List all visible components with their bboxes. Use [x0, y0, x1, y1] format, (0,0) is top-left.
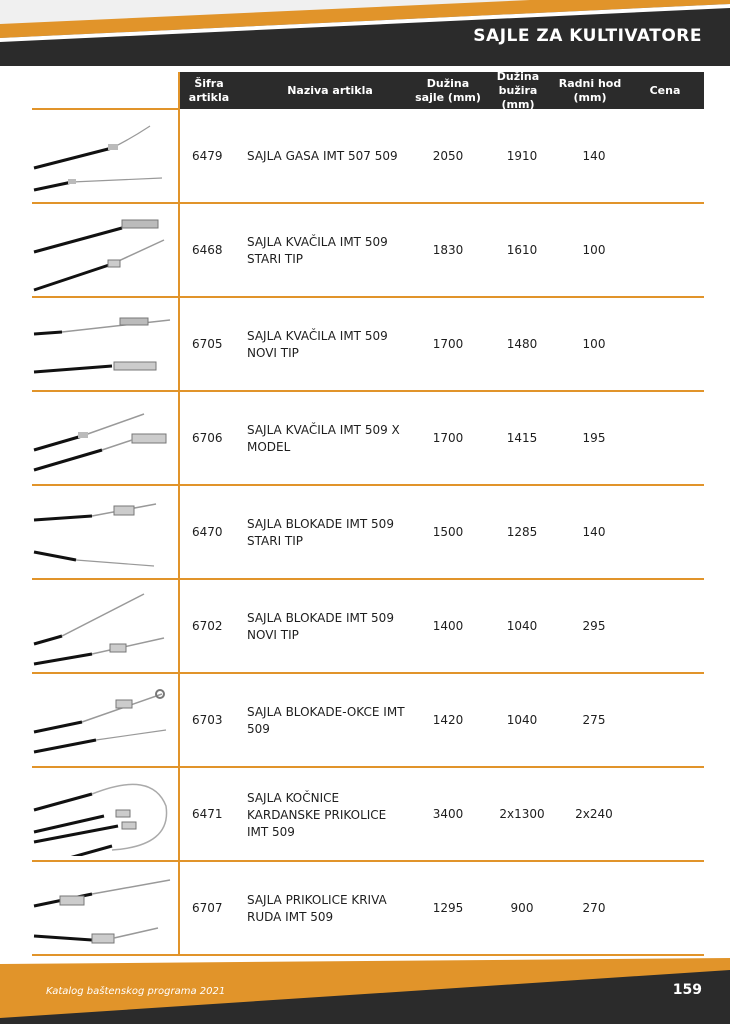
column-header-price: Cena: [649, 83, 681, 97]
row-code: 6471: [192, 807, 223, 821]
row-name: SAJLA BLOKADE-OKCE IMT 509: [247, 705, 405, 736]
table-row: [32, 674, 704, 768]
row-stroke: 195: [582, 431, 606, 445]
catalog-name: Katalog baštenskog programa 2021: [46, 986, 226, 997]
row-stroke: 275: [582, 713, 606, 727]
row-code: 6468: [192, 243, 223, 257]
row-bowden-length: 1285: [506, 525, 538, 539]
row-bowden-length: 1480: [506, 337, 538, 351]
row-cable-length: 1420: [432, 713, 464, 727]
row-bowden-length: 2x1300: [499, 807, 545, 821]
page-header: [0, 0, 730, 66]
row-stroke: 140: [582, 525, 606, 539]
table-row: [32, 110, 704, 204]
row-name: SAJLA KOČNICE KARDANSKE PRIKOLICE IMT 509: [247, 791, 387, 839]
row-name: SAJLA KVAČILA IMT 509 STARI TIP: [247, 235, 388, 266]
cable-image: [32, 400, 172, 480]
row-cable-length: 1500: [432, 525, 464, 539]
cable-image: [32, 118, 172, 198]
cable-image: [32, 306, 172, 386]
table-row: [32, 204, 704, 298]
column-header-stroke: Radni hod (mm): [558, 76, 622, 104]
table-row: [32, 298, 704, 392]
row-divider: [32, 954, 704, 956]
page-number: 159: [672, 982, 702, 998]
row-stroke: 100: [582, 337, 606, 351]
row-cable-length: 1830: [432, 243, 464, 257]
table-row: [32, 580, 704, 674]
page-title: SAJLE ZA KULTIVATORE: [473, 26, 702, 46]
row-bowden-length: 1040: [506, 713, 538, 727]
row-bowden-length: 900: [510, 901, 534, 915]
row-stroke: 2x240: [575, 807, 613, 821]
row-cable-length: 1295: [432, 901, 464, 915]
row-code: 6470: [192, 525, 223, 539]
table-row: [32, 486, 704, 580]
row-name: SAJLA KVAČILA IMT 509 NOVI TIP: [247, 329, 388, 360]
cable-image: [32, 588, 172, 668]
page-footer: [0, 958, 730, 1024]
row-stroke: 295: [582, 619, 606, 633]
row-stroke: 270: [582, 901, 606, 915]
row-bowden-length: 1910: [506, 149, 538, 163]
column-header-bowden-length: Dužina bužira (mm): [496, 69, 540, 111]
row-bowden-length: 1415: [506, 431, 538, 445]
row-bowden-length: 1040: [506, 619, 538, 633]
row-cable-length: 1400: [432, 619, 464, 633]
cable-image: [32, 776, 172, 856]
row-code: 6703: [192, 713, 223, 727]
column-header-cable-length: Dužina sajle (mm): [415, 76, 481, 104]
table-row: [32, 392, 704, 486]
row-stroke: 100: [582, 243, 606, 257]
cable-image: [32, 212, 172, 292]
row-cable-length: 1700: [432, 431, 464, 445]
row-name: SAJLA BLOKADE IMT 509 STARI TIP: [247, 517, 394, 548]
table-header: [178, 69, 704, 111]
row-bowden-length: 1610: [506, 243, 538, 257]
cable-image: [32, 494, 172, 574]
column-header-name: Naziva artikla: [287, 83, 373, 97]
row-stroke: 140: [582, 149, 606, 163]
row-code: 6706: [192, 431, 223, 445]
row-name: SAJLA KVAČILA IMT 509 X MODEL: [247, 423, 400, 454]
row-code: 6479: [192, 149, 223, 163]
column-header-code: Šifra artikla: [188, 76, 230, 104]
row-cable-length: 1700: [432, 337, 464, 351]
row-code: 6705: [192, 337, 223, 351]
row-name: SAJLA GASA IMT 507 509: [247, 149, 398, 163]
row-code: 6707: [192, 901, 223, 915]
row-cable-length: 2050: [432, 149, 464, 163]
row-cable-length: 3400: [432, 807, 464, 821]
table-row: [32, 862, 704, 956]
row-code: 6702: [192, 619, 223, 633]
row-name: SAJLA BLOKADE IMT 509 NOVI TIP: [247, 611, 394, 642]
row-name: SAJLA PRIKOLICE KRIVA RUDA IMT 509: [247, 893, 387, 924]
cable-image: [32, 682, 172, 762]
table-row: [32, 768, 704, 862]
cable-image: [32, 870, 172, 950]
